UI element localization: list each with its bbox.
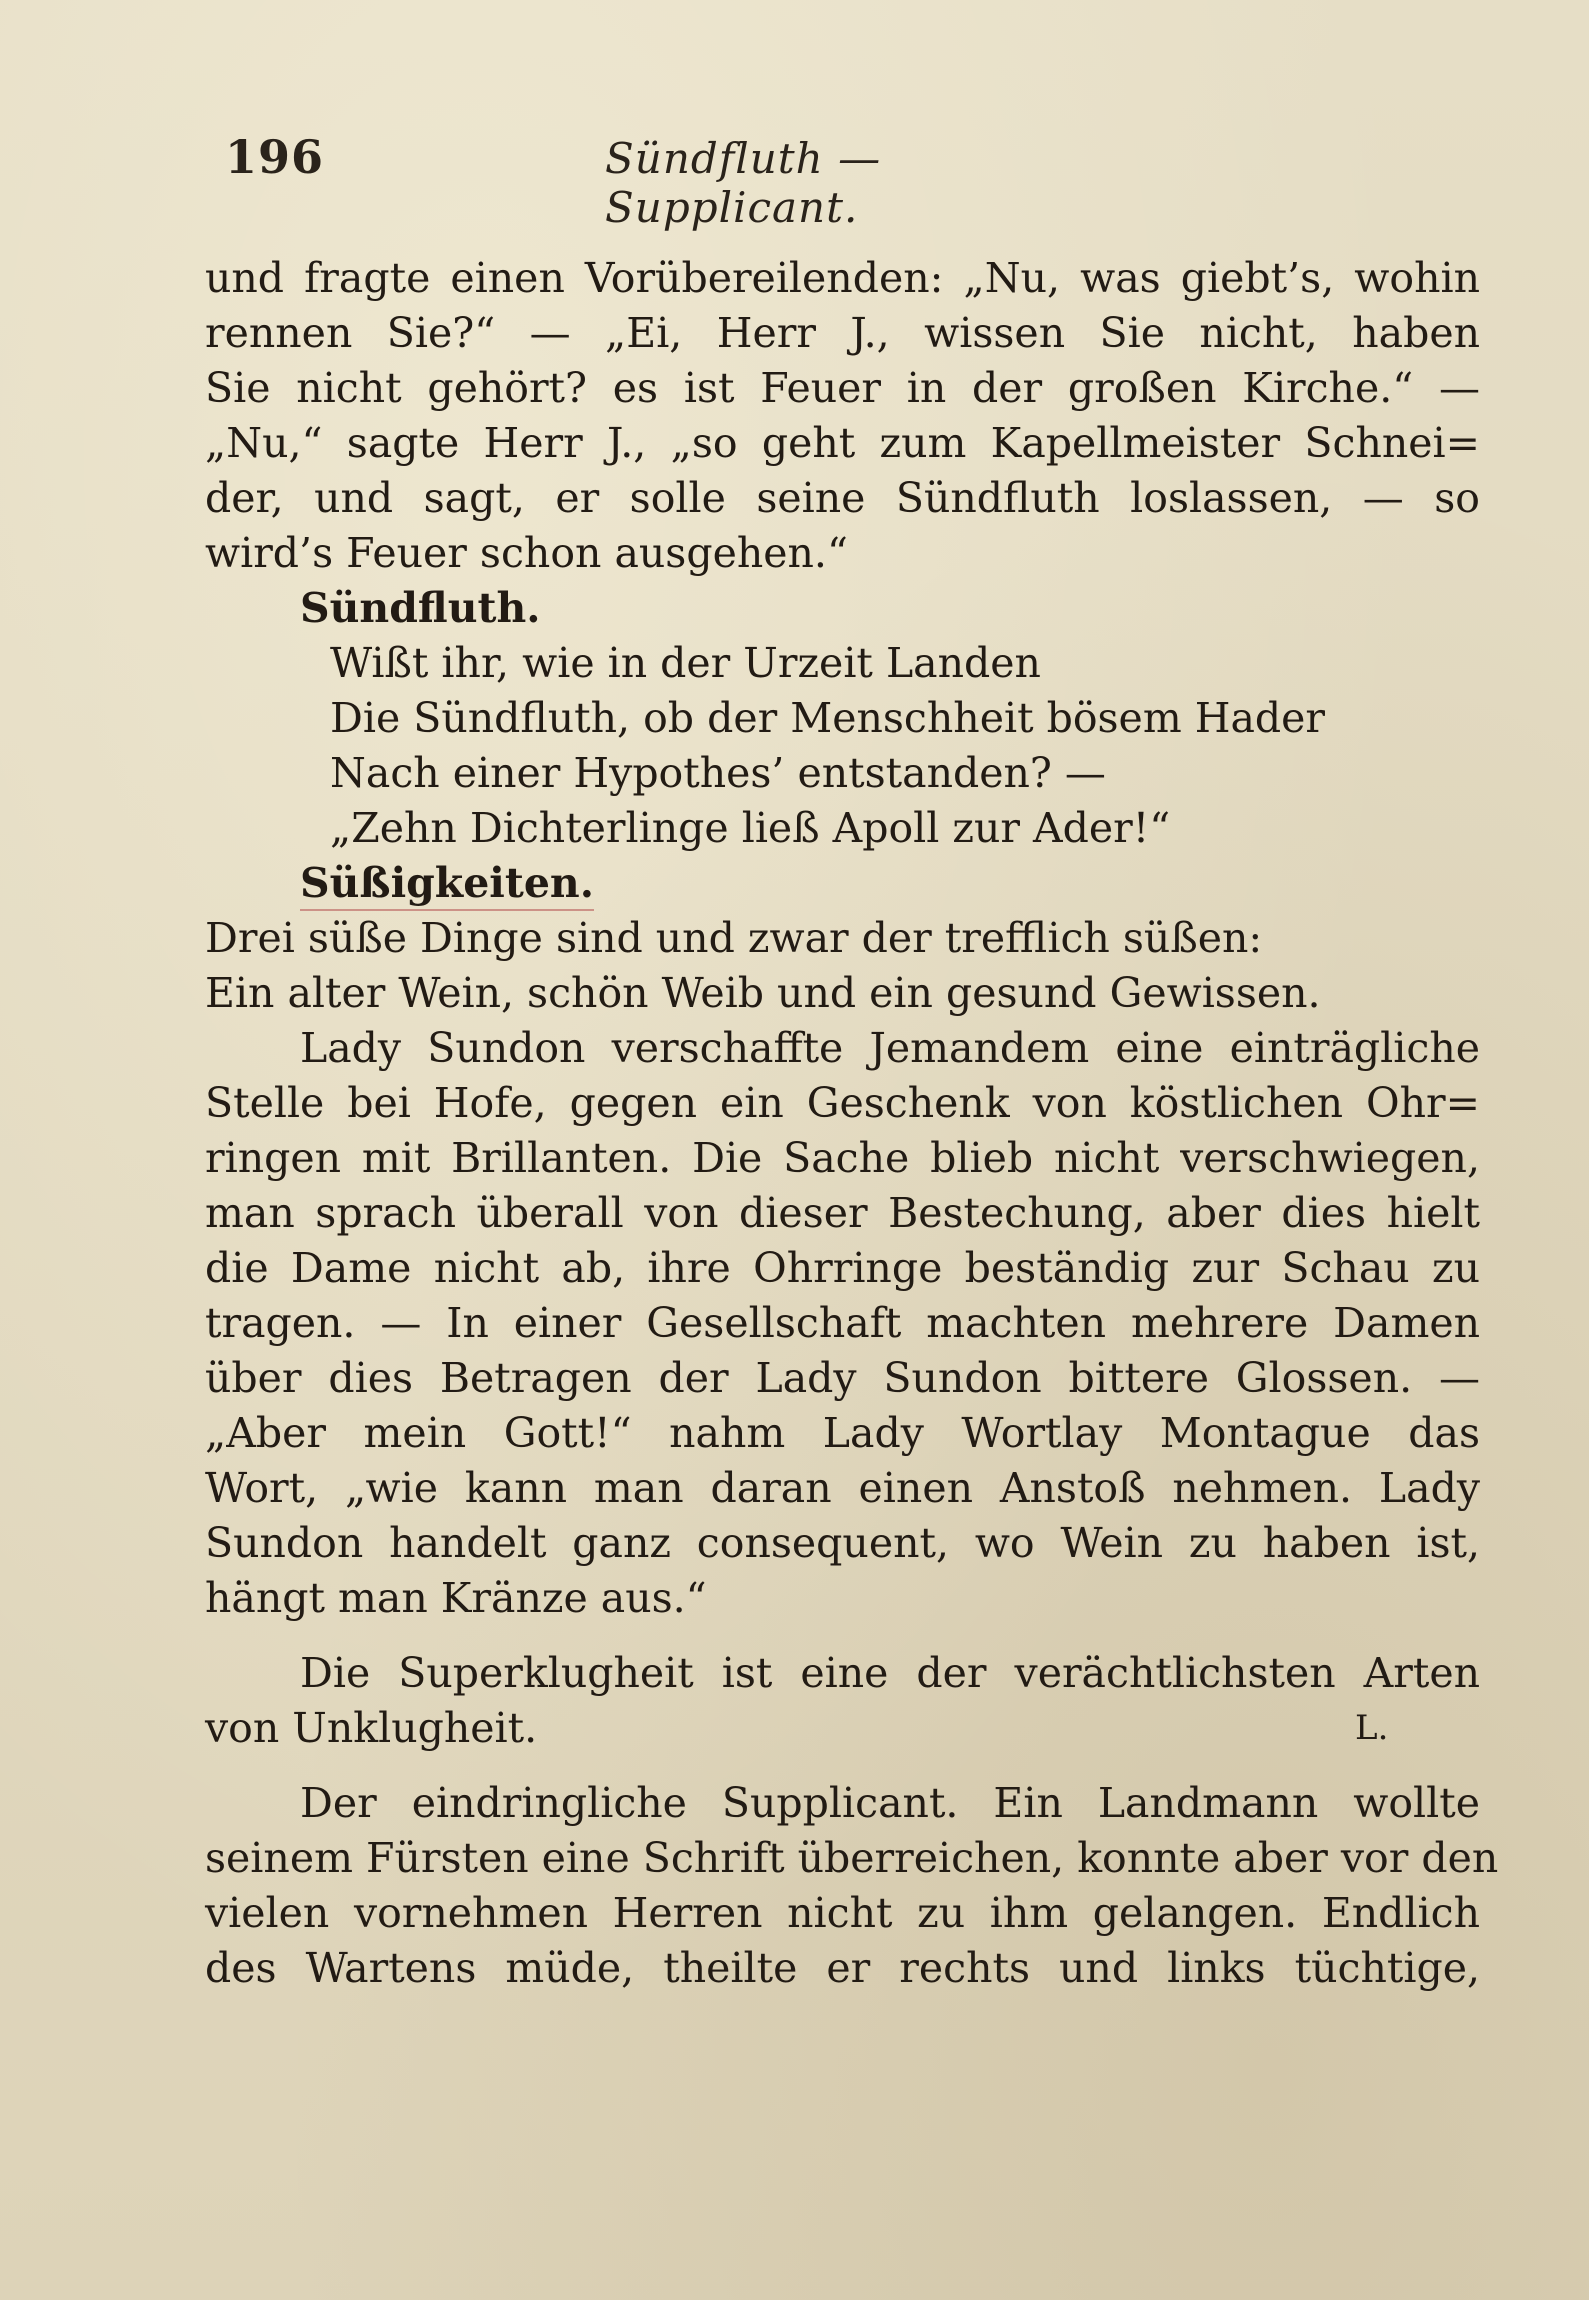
text-line: Der eindringliche Supplicant. Ein Landmann wollte: [300, 1779, 1480, 1827]
verse-line: Wißt ihr, wie in der Urzeit Landen: [330, 639, 1041, 687]
running-head: [225, 130, 1125, 232]
text-line: „Nu,“ sagte Herr J., „so geht zum Kapellmeister Schnei=: [205, 419, 1480, 467]
text-line: die Dame nicht ab, ihre Ohrringe beständig zur Schau zu: [205, 1244, 1480, 1292]
text-line: man sprach überall von dieser Bestechung, aber dies hielt: [205, 1189, 1480, 1237]
text-line: wird’s Feuer schon ausgehen.“: [205, 529, 848, 577]
text-line: Die Superklugheit ist eine der verächtlichsten Arten: [300, 1649, 1480, 1697]
section-heading-suendfluth: Sündfluth.: [300, 584, 541, 632]
author-initial: L.: [1355, 1708, 1389, 1748]
text-line: Wort, „wie kann man daran einen Anstoß nehmen. Lady: [205, 1464, 1480, 1512]
text-line: und fragte einen Vorübereilenden: „Nu, was giebt’s, wohin: [205, 254, 1480, 302]
text-line: Sie nicht gehört? es ist Feuer in der großen Kirche.“ —: [205, 364, 1480, 412]
text-line: über dies Betragen der Lady Sundon bittere Glossen. —: [205, 1354, 1480, 1402]
text-line: von Unklugheit.: [205, 1704, 538, 1752]
section-heading-suessigkeiten: [300, 855, 594, 911]
text-line: rennen Sie?“ — „Ei, Herr J., wissen Sie nicht, haben: [205, 309, 1480, 357]
verse-line: Nach einer Hypothes’ entstanden? —: [330, 749, 1106, 797]
text-line: Lady Sundon verschaffte Jemandem eine einträgliche: [300, 1024, 1480, 1072]
text-line: Sundon handelt ganz consequent, wo Wein zu haben ist,: [205, 1519, 1480, 1567]
verse-line: Die Sündfluth, ob der Menschheit bösem Hader: [330, 694, 1326, 742]
text-line: seinem Fürsten eine Schrift überreichen, konnte aber vor den: [205, 1834, 1499, 1882]
text-line: des Wartens müde, theilte er rechts und links tüchtige,: [205, 1944, 1480, 1992]
text-line: der, und sagt, er solle seine Sündfluth loslassen, — so: [205, 474, 1480, 522]
text-line: ringen mit Brillanten. Die Sache blieb nicht verschwiegen,: [205, 1134, 1480, 1182]
verse-line: „Zehn Dichterlinge ließ Apoll zur Ader!“: [330, 804, 1171, 852]
text-line: vielen vornehmen Herren nicht zu ihm gelangen. Endlich: [205, 1889, 1480, 1937]
verse-line: Drei süße Dinge sind und zwar der trefflich süßen:: [205, 914, 1263, 962]
text-line: hängt man Kränze aus.“: [205, 1574, 707, 1622]
verse-line: Ein alter Wein, schön Weib und ein gesund Gewissen.: [205, 969, 1321, 1017]
text-line: „Aber mein Gott!“ nahm Lady Wortlay Montague das: [205, 1409, 1480, 1457]
running-title: Sündfluth — Supplicant.: [605, 134, 882, 232]
page-number: 196: [225, 130, 325, 184]
text-line: tragen. — In einer Gesellschaft machten mehrere Damen: [205, 1299, 1480, 1347]
heading-text: Süßigkeiten.: [300, 859, 594, 911]
text-line: Stelle bei Hofe, gegen ein Geschenk von köstlichen Ohr=: [205, 1079, 1480, 1127]
